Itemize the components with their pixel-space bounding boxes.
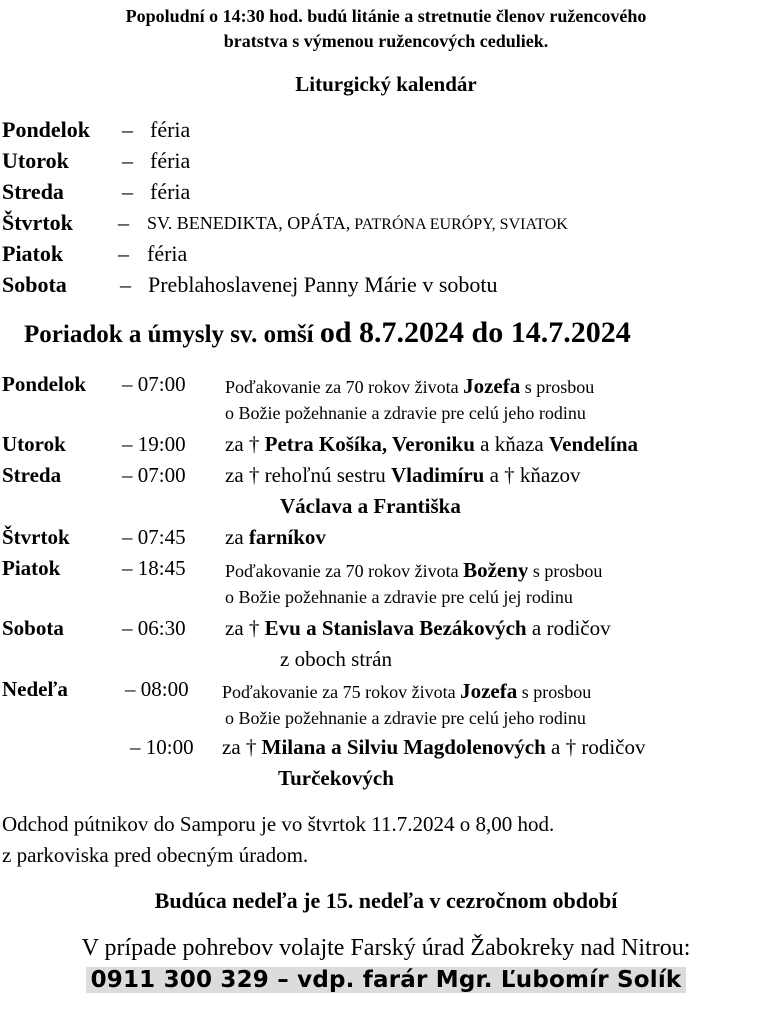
calendar-dash: – xyxy=(120,272,131,297)
intention-name: Vladimíru xyxy=(390,463,485,487)
calendar-text: Preblahoslavenej Panny Márie v sobotu xyxy=(148,272,498,297)
mass-intention xyxy=(225,463,581,488)
pilgrims-line-2: z parkoviska pred obecným úradom. xyxy=(2,843,309,867)
intention-text: a † kňazov xyxy=(484,463,581,487)
mass-intention-cont: z oboch strán xyxy=(280,647,392,671)
calendar-text: féria xyxy=(147,241,188,266)
intention-text: za † xyxy=(225,432,265,456)
mass-intention xyxy=(225,525,326,550)
mass-intention xyxy=(222,735,646,760)
calendar-day: Streda xyxy=(2,179,64,204)
mass-time: – 06:30 xyxy=(122,616,186,640)
mass-day: Sobota xyxy=(2,616,64,640)
mass-intention-cont: o Božie požehnanie a zdravie pre celú jeho rodinu xyxy=(225,403,586,423)
mass-day: Piatok xyxy=(2,556,61,580)
intention-name: farníkov xyxy=(248,525,326,549)
intention-text: Poďakovanie za 75 rokov života xyxy=(222,682,461,702)
intention-text: a † rodičov xyxy=(545,735,646,759)
intro-line-2: bratstva s výmenou ružencových ceduliek. xyxy=(223,31,549,51)
mass-time: – 07:00 xyxy=(122,372,186,396)
mass-intention-cont: o Božie požehnanie a zdravie pre celú jej rodinu xyxy=(225,587,573,607)
intention-text: a kňaza xyxy=(474,432,549,456)
masses-title-a: Poriadok a úmysly sv. omší xyxy=(24,321,314,348)
intention-name: Boženy xyxy=(463,558,529,582)
mass-day: Štvrtok xyxy=(2,525,70,549)
mass-intention xyxy=(225,558,602,583)
intention-text: za † rehoľnú sestru xyxy=(225,463,391,487)
feast-name: SV. BENEDIKTA, OPÁTA, xyxy=(147,213,351,233)
intention-name: Milana a Silviu Magdolenových xyxy=(261,735,546,759)
intention-text: s prosbou xyxy=(517,682,592,702)
masses-date-range: od 8.7.2024 do 14.7.2024 xyxy=(319,316,631,349)
funeral-note: V prípade pohrebov volajte Farský úrad Žabokreky nad Nitrou: xyxy=(81,935,691,961)
mass-time: – 19:00 xyxy=(122,432,186,456)
intention-name: Vendelína xyxy=(548,432,639,456)
intention-text: Poďakovanie za 70 rokov života xyxy=(225,561,464,581)
mass-intention xyxy=(225,432,638,457)
intention-text: s prosbou xyxy=(520,377,595,397)
intention-text: za † xyxy=(225,616,265,640)
intention-name: Jozefa xyxy=(463,374,521,398)
calendar-dash: – xyxy=(122,117,133,142)
calendar-dash: – xyxy=(122,148,133,173)
mass-intention-cont: Václava a Františka xyxy=(280,494,461,518)
mass-day: Utorok xyxy=(2,432,66,456)
intention-text: za † xyxy=(222,735,262,759)
calendar-dash: – xyxy=(118,241,129,266)
calendar-day: Sobota xyxy=(2,272,67,297)
calendar-dash: – xyxy=(122,179,133,204)
calendar-text: féria xyxy=(150,148,191,173)
calendar-day: Pondelok xyxy=(2,117,91,142)
calendar-day: Utorok xyxy=(2,148,69,173)
calendar-day: Piatok xyxy=(2,241,64,266)
calendar-title: Liturgický kalendár xyxy=(295,72,477,96)
intention-name: Evu a Stanislava Bezákových xyxy=(264,616,527,640)
intention-text: s prosbou xyxy=(528,561,603,581)
calendar-dash: – xyxy=(118,210,129,235)
masses-title xyxy=(24,316,631,350)
calendar-day: Štvrtok xyxy=(2,210,73,235)
intention-name: Petra Košíka, Veroniku xyxy=(264,432,475,456)
intention-text: za xyxy=(225,525,249,549)
mass-intention-cont: o Božie požehnanie a zdravie pre celú jeho rodinu xyxy=(225,708,586,728)
mass-time: – 10:00 xyxy=(130,735,194,759)
mass-intention xyxy=(225,374,594,399)
calendar-text: féria xyxy=(150,179,191,204)
mass-day: Nedeľa xyxy=(2,677,68,701)
funeral-contact xyxy=(0,967,772,993)
calendar-text: féria xyxy=(150,117,191,142)
mass-day: Pondelok xyxy=(2,372,87,396)
mass-time: – 07:00 xyxy=(122,463,186,487)
pilgrims-line-1: Odchod pútnikov do Samporu je vo štvrtok 11.7.2024 o 8,00 hod. xyxy=(2,812,555,836)
intention-name: Jozefa xyxy=(460,679,518,703)
mass-time: – 07:45 xyxy=(122,525,186,549)
mass-intention-cont: Turčekových xyxy=(278,766,394,790)
intention-text: a rodičov xyxy=(526,616,611,640)
intention-text: Poďakovanie za 70 rokov života xyxy=(225,377,464,397)
intro-line-1: Popoludní o 14:30 hod. budú litánie a stretnutie členov ružencového xyxy=(125,6,647,26)
phone-number[interactable]: 0911 300 329 – vdp. farár Mgr. Ľubomír Solík xyxy=(86,967,687,993)
mass-intention xyxy=(225,616,611,641)
mass-intention xyxy=(222,679,591,704)
feast-rank: PATRÓNA EURÓPY, SVIATOK xyxy=(354,216,568,233)
mass-time: – 18:45 xyxy=(122,556,186,580)
calendar-text xyxy=(147,213,568,234)
mass-day: Streda xyxy=(2,463,62,487)
mass-time: – 08:00 xyxy=(125,677,189,701)
next-sunday-note: Budúca nedeľa je 15. nedeľa v cezročnom období xyxy=(154,888,618,913)
